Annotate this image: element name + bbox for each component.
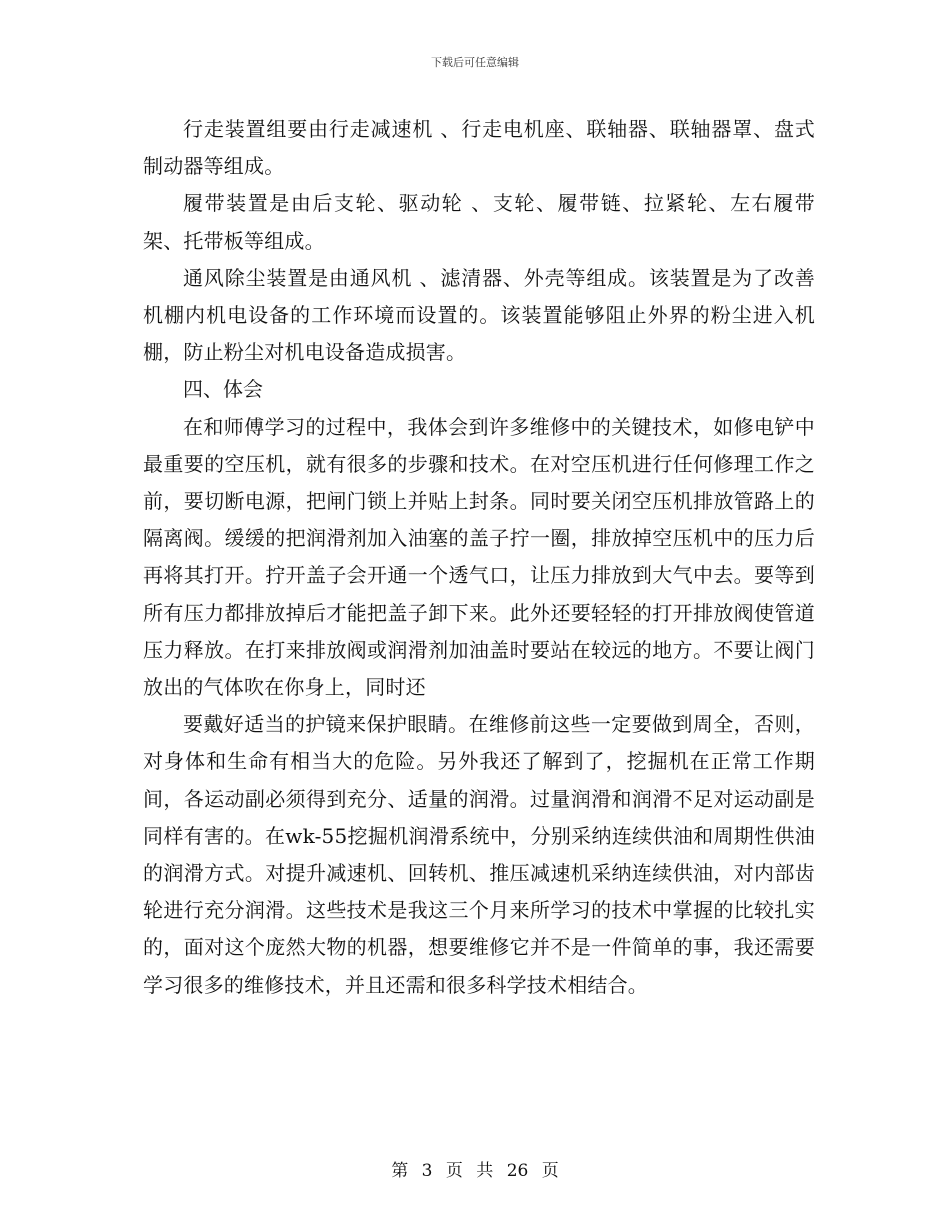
paragraph-track-device: 履带装置是由后支轮、驱动轮 、支轮、履带链、拉紧轮、左右履带架、托带板等组成。	[143, 191, 815, 253]
page-number: 第 3 页 共 26 页	[391, 1161, 559, 1181]
paragraph-experience-1: 在和师傅学习的过程中，我体会到许多维修中的关键技术，如修电铲中最重要的空压机，就有很多的步骤和技术。在对空压机进行任何修理工作之前，要切断电源，把闸门锁上并贴上封条。同时要关闭空压机排放管路上的隔离阀。缓缓的把润滑剂加入油塞的盖子拧一圈，排放掉空压机中的压力后再将其打开。拧开盖子会开通一个透气口，让压力排放到大气中去。要等到所有压力都排放掉后才能把盖子卸下来。此外还要轻轻的打开排放阀使管道压力释放。在打来排放阀或润滑剂加油盖时要站在较远的地方。不要让阀门放出的气体吹在你身上，同时还	[143, 414, 815, 700]
paragraph-experience-2: 要戴好适当的护镜来保护眼睛。在维修前这些一定要做到周全，否则，对身体和生命有相当大的危险。另外我还了解到了，挖掘机在正常工作期间，各运动副必须得到充分、适量的润滑。过量润滑和润滑不足对运动副是同样有害的。在wk-55挖掘机润滑系统中，分别采纳连续供油和周期性供油的润滑方式。对提升减速机、回转机、推压减速机采纳连续供油，对内部齿轮进行充分润滑。这些技术是我这三个月来所学习的技术中掌握的比较扎实的，面对这个庞然大物的机器，想要维修它并不是一件简单的事，我还需要学习很多的维修技术，并且还需和很多科学技术相结合。	[143, 712, 815, 997]
page-header: 下载后可任意编辑	[431, 56, 519, 69]
section-heading: 四、体会	[183, 377, 263, 402]
document-body	[143, 111, 815, 1004]
paragraph-walking-device: 行走装置组要由行走减速机 、行走电机座、联轴器、联轴器罩、盘式制动器等组成。	[143, 117, 815, 179]
paragraph-ventilation-device: 通风除尘装置是由通风机 、滤清器、外壳等组成。该装置是为了改善机棚内机电设备的工作环境而设置的。该装置能够阻止外界的粉尘进入机棚，防止粉尘对机电设备造成损害。	[143, 265, 815, 365]
